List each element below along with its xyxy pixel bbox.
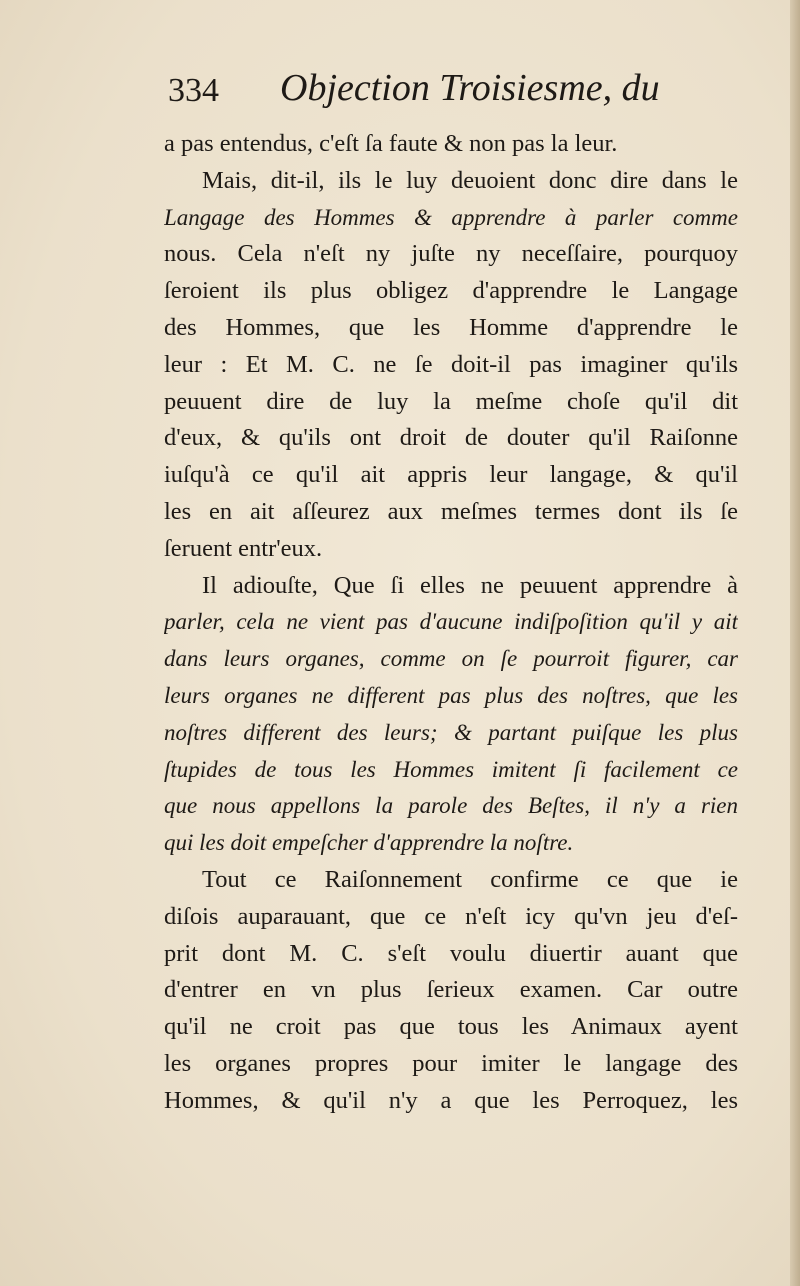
text-line: nous. Cela n'eſt ny juſte ny neceſſaire, pourquoy xyxy=(164,240,738,268)
text-line: leur : Et M. C. ne ſe doit-il pas imaginer qu'ils xyxy=(164,350,738,378)
page-edge xyxy=(790,0,800,1286)
text-line: ſtupides de tous les Hommes imitent ſi facilement ce xyxy=(164,756,738,782)
text-line: prit dont M. C. s'eſt voulu diuertir auant que xyxy=(164,939,738,967)
text-line: diſois auparauant, que ce n'eſt icy qu'vn jeu d'eſ- xyxy=(164,902,738,930)
text-line: dans leurs organes, comme on ſe pourroit figurer, car xyxy=(164,646,738,672)
running-title: Objection Troisiesme, du xyxy=(280,67,660,109)
text-line: iuſqu'à ce qu'il ait appris leur langage, & qu'il xyxy=(164,461,738,489)
text-line: Mais, dit-il, ils le luy deuoient donc dire dans le xyxy=(202,166,738,194)
text-line: qu'il ne croit pas que tous les Animaux ayent xyxy=(164,1013,738,1041)
text-line: des Hommes, que les Homme d'apprendre le xyxy=(164,313,738,341)
text-line: Hommes, & qu'il n'y a que les Perroquez, les xyxy=(164,1086,738,1114)
text-line: a pas entendus, c'eſt ſa faute & non pas la leur. xyxy=(164,130,618,157)
page-number: 334 xyxy=(168,72,219,109)
text-line: ſeruent entr'eux. xyxy=(164,534,323,562)
text-line: peuuent dire de luy la meſme choſe qu'il dit xyxy=(164,387,738,415)
page-header xyxy=(160,66,740,118)
text-line: que nous appellons la parole des Beſtes, il n'y a rien xyxy=(164,793,738,819)
text-line: noſtres different des leurs; & partant puiſque les plus xyxy=(164,719,738,745)
body-text xyxy=(164,126,738,1120)
text-line: d'entrer en vn plus ſerieux examen. Car outre xyxy=(164,976,738,1004)
text-line: parler, cela ne vient pas d'aucune indiſpoſition qu'il y ait xyxy=(164,609,738,635)
text-line: ſeroient ils plus obligez d'apprendre le Langage xyxy=(164,277,738,305)
text-line: Langage des Hommes & apprendre à parler comme xyxy=(164,204,738,230)
text-line: les organes propres pour imiter le langage des xyxy=(164,1049,738,1077)
text-line: Tout ce Raiſonnement confirme ce que ie xyxy=(202,865,738,893)
text-line: qui les doit empeſcher d'apprendre la noſtre. xyxy=(164,830,574,856)
text-line: Il adiouſte, Que ſi elles ne peuuent apprendre à xyxy=(202,571,738,599)
text-line: d'eux, & qu'ils ont droit de douter qu'il Raiſonne xyxy=(164,424,738,452)
text-line: leurs organes ne different pas plus des noſtres, que les xyxy=(164,682,738,708)
text-line: les en ait aſſeurez aux meſmes termes dont ils ſe xyxy=(164,497,738,525)
